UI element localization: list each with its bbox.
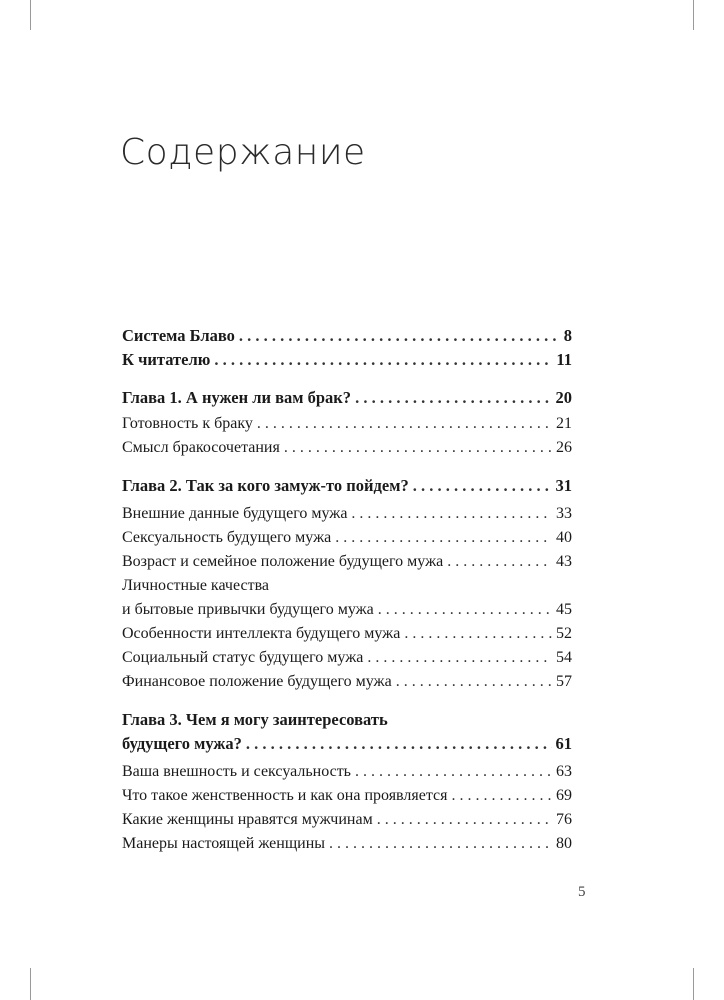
toc-leader-dots — [447, 550, 552, 574]
toc-entry[interactable] — [122, 832, 572, 856]
crop-mark-bottom-right — [693, 968, 694, 1000]
toc-entry-page: 76 — [556, 811, 572, 828]
toc-entry[interactable] — [122, 526, 572, 550]
toc-leader-dots — [329, 832, 552, 856]
toc-entry-page: 80 — [556, 835, 572, 852]
toc-entry[interactable] — [122, 622, 572, 646]
toc-entry[interactable] — [122, 670, 572, 694]
toc-entry-title: Манеры настоящей женщины — [122, 835, 326, 852]
toc-chapter-line[interactable] — [122, 708, 572, 732]
toc-entry[interactable] — [122, 550, 572, 574]
toc-leader-dots — [284, 436, 552, 460]
toc-entry[interactable] — [122, 808, 572, 832]
toc-entry-page: 63 — [556, 763, 572, 780]
toc-entry-title: Готовность к браку — [122, 415, 253, 432]
toc-entry-title: Что такое женственность и как она проявляется — [122, 787, 448, 804]
crop-mark-top-right — [693, 0, 694, 30]
toc-leader-dots — [257, 412, 552, 436]
page-title: Содержание — [120, 132, 366, 173]
toc-chapter[interactable] — [122, 732, 572, 756]
toc-leader-dots — [367, 646, 552, 670]
toc-entry[interactable] — [122, 646, 572, 670]
toc-leader-dots — [239, 324, 560, 348]
toc-leader-dots — [355, 386, 551, 410]
toc-entry[interactable] — [122, 324, 572, 348]
toc-entry-page: 54 — [556, 649, 572, 666]
toc-leader-dots — [377, 808, 552, 832]
toc-entry-page: 20 — [555, 388, 572, 407]
toc-entry-title: Особенности интеллекта будущего мужа — [122, 625, 401, 642]
toc-entry-title: Внешние данные будущего мужа — [122, 505, 348, 522]
toc-leader-dots — [413, 474, 552, 498]
crop-mark-top-left — [30, 0, 31, 30]
page-number: 5 — [578, 884, 586, 900]
toc-entry-page: 61 — [555, 734, 572, 753]
toc-entry-title: Сексуальность будущего мужа — [122, 529, 332, 546]
toc-entry-page: 31 — [555, 476, 572, 495]
toc-entry[interactable] — [122, 436, 572, 460]
toc-entry-page: 8 — [563, 326, 572, 345]
toc-entry-title: Какие женщины нравятся мужчинам — [122, 811, 373, 828]
toc-entry-page: 43 — [556, 553, 572, 570]
toc-entry[interactable] — [122, 784, 572, 808]
toc-leader-dots — [351, 502, 552, 526]
toc-leader-dots — [378, 598, 552, 622]
toc-entry[interactable] — [122, 348, 572, 372]
toc-leader-dots — [246, 732, 552, 756]
toc-entry-title: Глава 1. А нужен ли вам брак? — [122, 388, 352, 407]
toc-entry-page: 57 — [556, 673, 572, 690]
toc-entry-page: 33 — [556, 505, 572, 522]
toc-leader-dots — [355, 760, 552, 784]
toc-leader-dots — [214, 348, 552, 372]
toc-entry[interactable] — [122, 598, 572, 622]
toc-entry-title: будущего мужа? — [122, 734, 242, 753]
toc-entry-title: Финансовое положение будущего мужа — [122, 673, 392, 690]
toc-leader-dots — [396, 670, 552, 694]
toc-entry-title: Социальный статус будущего мужа — [122, 649, 364, 666]
toc-entry-line[interactable] — [122, 574, 572, 598]
toc-entry-page: 11 — [556, 350, 572, 369]
toc-entry-title: Система Блаво — [122, 326, 235, 345]
toc-leader-dots — [335, 526, 552, 550]
toc-entry-title: К читателю — [122, 350, 211, 369]
toc-entry-title: Личностные качества — [122, 577, 270, 594]
toc-entry-page: 52 — [556, 625, 572, 642]
toc-entry[interactable] — [122, 760, 572, 784]
toc-entry[interactable] — [122, 502, 572, 526]
toc-entry-page: 69 — [556, 787, 572, 804]
toc-entry-title: Глава 2. Так за кого замуж-то пойдем? — [122, 476, 409, 495]
toc-leader-dots — [404, 622, 552, 646]
toc-entry-page: 26 — [556, 439, 572, 456]
toc-entry-page: 21 — [556, 415, 572, 432]
toc-entry[interactable] — [122, 412, 572, 436]
toc-entry-title: Глава 3. Чем я могу заинтересовать — [122, 710, 388, 729]
toc-entry-page: 45 — [556, 601, 572, 618]
crop-mark-bottom-left — [30, 968, 31, 1000]
toc-leader-dots — [452, 784, 553, 808]
toc-entry-title: Возраст и семейное положение будущего мужа — [122, 553, 444, 570]
toc-entry-title: и бытовые привычки будущего мужа — [122, 601, 374, 618]
toc-chapter[interactable] — [122, 474, 572, 498]
toc-chapter[interactable] — [122, 386, 572, 410]
toc-entry-page: 40 — [556, 529, 572, 546]
toc-entry-title: Смысл бракосочетания — [122, 439, 280, 456]
toc-entry-title: Ваша внешность и сексуальность — [122, 763, 351, 780]
